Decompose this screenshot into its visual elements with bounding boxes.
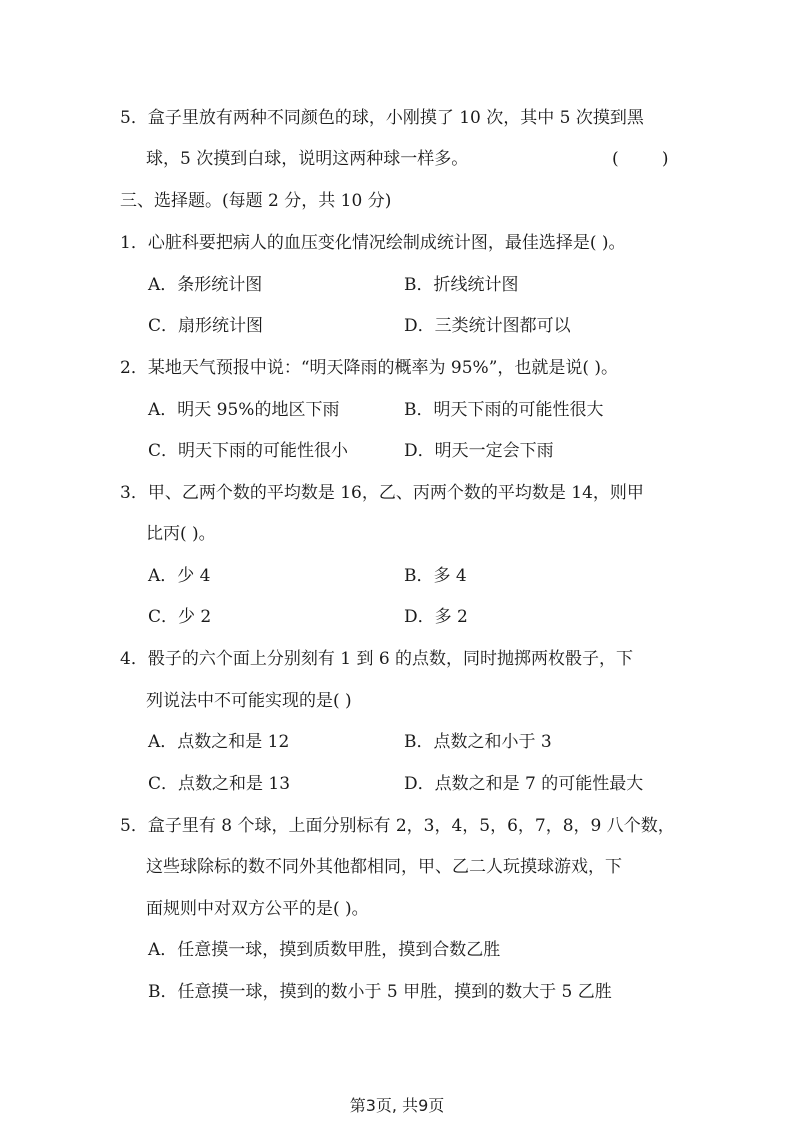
prev-q5-line2: 球，5 次摸到白球，说明这两种球一样多。 [146, 149, 469, 169]
q3-stem-line2: 比丙( )。 [146, 524, 216, 544]
q3-stem-line1: 3．甲、乙两个数的平均数是 16，乙、丙两个数的平均数是 14，则甲 [120, 483, 644, 503]
q2-option-c: C．明天下雨的可能性很小 [148, 441, 349, 461]
q4-option-d: D．点数之和是 7 的可能性最大 [404, 774, 644, 794]
q5-stem-line1: 5．盒子里有 8 个球，上面分别标有 2，3，4，5，6，7，8，9 八个数， [120, 816, 675, 836]
q1-option-a: A．条形统计图 [148, 275, 263, 295]
q2-option-d: D．明天一定会下雨 [404, 441, 554, 461]
q2-stem: 2．某地天气预报中说：“明天降雨的概率为 95%”，也就是说( )。 [120, 358, 619, 378]
q5-option-a: A．任意摸一球，摸到质数甲胜，摸到合数乙胜 [148, 940, 501, 960]
q4-stem-line2: 列说法中不可能实现的是( ) [146, 691, 352, 711]
q5-stem-line2: 这些球除标的数不同外其他都相同，甲、乙二人玩摸球游戏，下 [146, 857, 622, 877]
q1-option-b: B．折线统计图 [404, 275, 519, 295]
q2-option-b: B．明天下雨的可能性很大 [404, 400, 604, 420]
q2-option-a: A．明天 95%的地区下雨 [148, 400, 340, 420]
q4-option-c: C．点数之和是 13 [148, 774, 291, 794]
q3-option-d: D．多 2 [404, 607, 468, 627]
q4-option-b: B．点数之和小于 3 [404, 732, 552, 752]
page-number-footer: 第3页, 共9页 [349, 1096, 445, 1115]
q4-stem-line1: 4．骰子的六个面上分别刻有 1 到 6 的点数，同时抛掷两枚骰子，下 [120, 649, 634, 669]
prev-q5-line1: 5．盒子里放有两种不同颜色的球，小刚摸了 10 次，其中 5 次摸到黑 [120, 108, 644, 128]
q4-option-a: A．点数之和是 12 [148, 732, 290, 752]
q5-option-b: B．任意摸一球，摸到的数小于 5 甲胜，摸到的数大于 5 乙胜 [148, 982, 612, 1002]
q3-option-a: A．少 4 [148, 566, 211, 586]
section3-heading: 三、选择题。(每题 2 分，共 10 分) [120, 191, 392, 211]
q5-stem-line3: 面规则中对双方公平的是( )。 [146, 899, 369, 919]
prev-q5-answer-paren: ( ) [612, 149, 669, 169]
q1-option-d: D．三类统计图都可以 [404, 316, 571, 336]
q3-option-b: B．多 4 [404, 566, 467, 586]
q1-option-c: C．扇形统计图 [148, 316, 264, 336]
q1-stem: 1．心脏科要把病人的血压变化情况绘制成统计图，最佳选择是( )。 [120, 233, 626, 253]
q3-option-c: C．少 2 [148, 607, 212, 627]
